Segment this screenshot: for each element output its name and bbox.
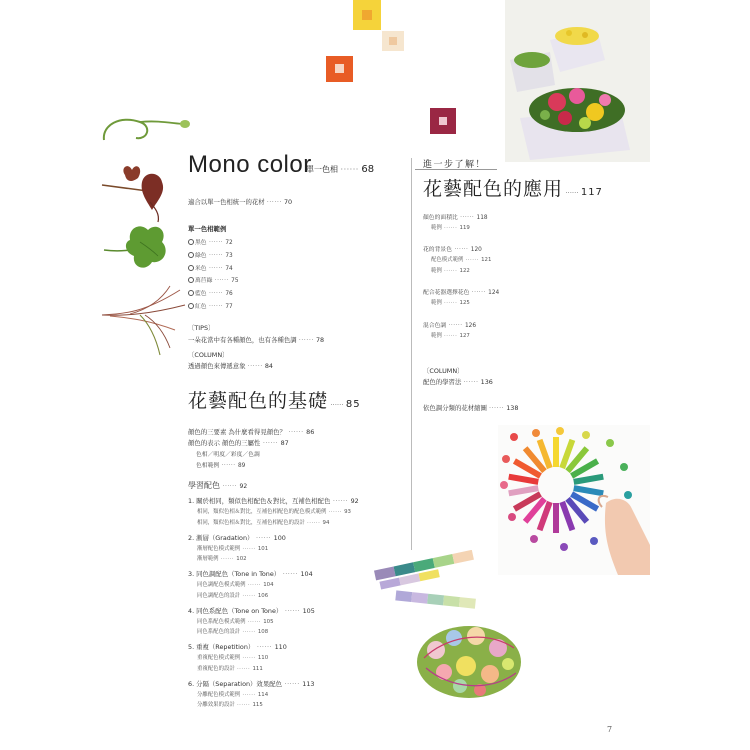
mono-example-entry[interactable] — [188, 263, 233, 272]
leader-dots: ······ — [206, 240, 226, 246]
entry-label: 色相範例 — [196, 463, 220, 469]
basics-group-title[interactable] — [188, 679, 314, 688]
learn-title[interactable]: 學習配色 ······ 92 — [188, 481, 248, 490]
entry-page: 119 — [459, 225, 470, 231]
basics-sub-entry[interactable] — [197, 700, 263, 708]
entry-label: 黑色 — [195, 240, 207, 246]
leader-dots: ······ — [282, 606, 303, 615]
entry-label: 漸層配色模式範例 — [197, 545, 241, 552]
basics-sub-entry[interactable] — [197, 507, 351, 515]
entry-label: 同色系配色的設計 — [197, 629, 241, 635]
leader-dots: ······ — [260, 439, 281, 447]
entry-label: 範例 — [431, 268, 442, 274]
entry-label: 配色模式範例 — [431, 257, 464, 263]
entry-page: 125 — [459, 300, 470, 306]
leader-dots: ······ — [240, 629, 258, 635]
entry-page: 118 — [476, 215, 488, 221]
entry-label: 重複配色模式範例 — [197, 655, 241, 661]
circle-bullet-icon — [188, 239, 194, 245]
entry-page: 93 — [344, 509, 351, 515]
entry-page: 114 — [257, 691, 269, 698]
entry-page: 72 — [225, 240, 233, 246]
page-number: 7 — [607, 725, 613, 734]
gradient-strip-icon — [374, 550, 476, 590]
entry-label: 配合花器選擇花色 — [423, 290, 470, 296]
mono-section-sub: 單一色相 ······ 68 — [306, 164, 375, 175]
entry-page: 100 — [273, 533, 286, 542]
basics-sub-entry[interactable] — [197, 580, 274, 588]
mono-section-title: Mono color — [188, 151, 312, 178]
entry-label: 範例 — [431, 333, 442, 339]
basics-sub-entry[interactable] — [197, 627, 268, 635]
entry-label: 綠色 — [195, 252, 207, 259]
entry-label: 分離效果的設計 — [197, 702, 235, 708]
leader-dots: ······ — [212, 278, 232, 285]
advanced-sub-entry[interactable] — [431, 255, 491, 263]
basics-entry[interactable] — [188, 427, 314, 436]
advanced-page-number: 117 — [580, 187, 603, 198]
basics-entry[interactable] — [196, 449, 260, 458]
leader-dots: ······ — [240, 655, 258, 661]
entry-label: 3. 同色調配色（Tone in Tone） — [188, 570, 281, 578]
pastel-strip-icon — [395, 590, 476, 608]
entry-label: 萬苣綠 — [195, 278, 213, 285]
entry-label: 2. 漸層（Gradation） — [188, 533, 254, 542]
leader-dots: ······ — [452, 247, 471, 253]
entry-page: 127 — [459, 333, 470, 339]
circle-bullet-icon — [188, 277, 194, 283]
color-wheel-photo — [498, 425, 650, 575]
leader-dots: ······ — [469, 290, 489, 296]
entry-page: 115 — [252, 702, 263, 708]
entry-page: 121 — [481, 257, 492, 263]
mono-example-entry[interactable] — [188, 237, 233, 246]
mono-page-number: 68 — [361, 164, 375, 175]
advanced-sub-entry[interactable] — [431, 331, 470, 339]
leader-dots: ······ — [330, 497, 351, 505]
mono-example-entry[interactable] — [188, 288, 233, 297]
mono-example-entry[interactable] — [188, 301, 233, 310]
entry-label: 分離配色模式範例 — [197, 691, 241, 698]
entry-page: 124 — [488, 290, 500, 296]
entry-page: 94 — [322, 519, 330, 526]
advanced-kicker: 進一步了解！ — [423, 160, 487, 170]
leader-dots: ······ — [441, 268, 460, 274]
leader-dots: ······ — [463, 257, 482, 263]
entry-label: 4. 同色系配色（Tone on Tone） — [188, 606, 283, 615]
red-leaf-icon — [102, 166, 163, 222]
leader-dots: ······ — [206, 304, 226, 310]
circle-bullet-icon — [188, 265, 194, 271]
entry-page: 104 — [263, 582, 274, 588]
advanced-group-title[interactable] — [423, 212, 488, 221]
entry-label: 米色 — [195, 265, 207, 272]
entry-label: 重複配色的設計 — [197, 665, 235, 672]
plant-illustrations — [100, 110, 195, 360]
leader-dots: ······ — [245, 582, 264, 588]
entry-page: 110 — [257, 655, 269, 661]
leader-dots: ······ — [240, 592, 258, 599]
leader-dots: ······ — [206, 252, 226, 259]
basics-page-number: 85 — [345, 399, 361, 410]
entry-page: 89 — [237, 463, 246, 469]
color-strips — [370, 550, 485, 620]
entry-page: 77 — [225, 304, 233, 310]
basics-sub-entry[interactable] — [197, 544, 268, 552]
leader-dots: ······ — [219, 463, 238, 469]
entry-label: 1. 關於相同，類似色相配色＆對比，互補色相配色 — [188, 497, 331, 505]
leader-dots: ······ — [206, 291, 226, 298]
entry-page: 102 — [236, 556, 247, 562]
basics-sub-entry[interactable] — [197, 690, 268, 698]
advanced-group-title[interactable] — [423, 244, 482, 253]
leader-dots: ······ — [441, 225, 460, 231]
entry-label: 藍色 — [195, 291, 207, 298]
grass-spray-icon — [102, 286, 185, 355]
entry-label: 花的背景色 — [423, 247, 452, 253]
basics-section-title: 花藝配色的基礎 ······ 85 — [188, 390, 361, 412]
flower-arrangement-photo — [414, 618, 524, 700]
entry-page: 92 — [350, 497, 359, 505]
leader-dots: ······ — [304, 519, 323, 526]
leader-dots: ······ — [282, 679, 303, 688]
entry-page: 120 — [470, 247, 482, 253]
leader-dots: ······ — [254, 643, 275, 651]
basics-sub-entry[interactable] — [197, 591, 268, 599]
flower-box-photo — [505, 0, 650, 162]
leader-dots: ······ — [326, 509, 345, 515]
leader-dots: ······ — [234, 702, 253, 708]
entry-label: 顏色的面積比 — [423, 215, 458, 221]
circle-bullet-icon — [188, 303, 194, 309]
leader-dots: ······ — [446, 323, 465, 329]
entry-page: 126 — [464, 323, 477, 329]
advanced-sub-entry[interactable] — [431, 223, 470, 231]
entry-page: 122 — [459, 268, 470, 274]
circle-bullet-icon — [188, 252, 194, 258]
basics-sub-entry[interactable] — [197, 518, 329, 526]
entry-page: 73 — [225, 252, 233, 259]
leader-dots: ······ — [441, 333, 460, 339]
entry-page: 110 — [274, 643, 287, 651]
leader-dots: ······ — [441, 300, 460, 306]
entry-label: 同色調配色的設計 — [197, 592, 241, 599]
basics-sub-entry[interactable] — [197, 653, 268, 661]
entry-label: 顏色的三要素 為什麼看得見顏色？ — [188, 428, 286, 436]
basics-group-title[interactable] — [188, 496, 359, 505]
entry-page: 111 — [252, 665, 263, 672]
basics-entry[interactable] — [188, 438, 289, 447]
entry-label: 6. 分隔（Separation）效果配色 — [188, 679, 282, 688]
basics-group-title[interactable] — [188, 533, 286, 542]
curled-stem-icon — [104, 120, 190, 140]
entry-label: 相同，類似色相＆對比，互補色相配色的配色模式範例 — [197, 509, 327, 515]
advanced-sub-entry[interactable] — [431, 298, 470, 306]
basics-entry[interactable] — [196, 460, 245, 469]
basics-sub-entry[interactable] — [197, 554, 247, 562]
entry-label: 紅色 — [195, 304, 207, 310]
circle-bullet-icon — [188, 290, 194, 296]
leader-dots: ······ — [280, 570, 301, 578]
advanced-group-title[interactable] — [423, 320, 476, 329]
basics-group-title[interactable] — [188, 606, 315, 615]
advanced-column-entry[interactable]: 配色的學習法 ······ 136 — [423, 378, 493, 386]
entry-label: 同色系配色模式範例 — [197, 618, 246, 625]
entry-label: 範例 — [431, 300, 442, 306]
leader-dots: ······ — [234, 665, 253, 672]
entry-page: 108 — [257, 629, 269, 635]
entry-label: 5. 重複（Repetition） — [188, 643, 255, 651]
entry-label: 色相／明度／彩度／色調 — [196, 452, 260, 458]
mono-examples-heading: 單一色相範例 — [188, 225, 227, 233]
leader-dots: ······ — [206, 265, 226, 272]
leader-dots: ······ — [285, 428, 307, 436]
leader-dots: ······ — [240, 691, 258, 698]
tips-label: 〔TIPS〕 — [188, 324, 215, 332]
entry-label: 漸層範例 — [197, 556, 219, 562]
entry-page: 87 — [280, 439, 289, 447]
advanced-sub-entry[interactable] — [431, 266, 470, 274]
color-swatch-cream-inner — [389, 37, 397, 45]
advanced-divider-vertical — [411, 158, 412, 550]
basics-sub-entry[interactable] — [197, 664, 263, 672]
leader-dots: ······ — [240, 545, 258, 552]
color-swatch-maroon-inner — [439, 117, 447, 125]
mono-column-label: 〔COLUMN〕 — [188, 351, 229, 359]
entry-page: 105 — [263, 618, 274, 625]
leader-dots: ······ — [245, 618, 264, 625]
basics-sub-entry[interactable] — [197, 617, 274, 625]
green-leaf-icon — [104, 226, 166, 267]
flower-index-entry[interactable]: 依色調分類的花材縮圖 ······ 138 — [423, 404, 519, 412]
entry-page: 106 — [257, 592, 269, 599]
entry-page: 113 — [302, 679, 315, 688]
leader-dots: ······ — [218, 556, 237, 562]
entry-page: 86 — [306, 428, 315, 436]
entry-label: 範例 — [431, 225, 442, 231]
basics-group-title[interactable] — [188, 642, 287, 651]
color-swatch-orange-inner — [335, 64, 344, 73]
advanced-group-title[interactable] — [423, 287, 499, 296]
leader-dots: ······ — [457, 215, 477, 221]
entry-label: 混合色調 — [423, 323, 447, 329]
tips-entry[interactable]: 一朵花當中有各種顏色，也有各種色調 ······ 78 — [188, 336, 325, 344]
advanced-section-title: 花藝配色的應用 ······ 117 — [423, 178, 603, 200]
leader-dots: ······ — [253, 533, 274, 542]
mono-column-entry[interactable]: 透過顏色來傳遞意象 ······ 84 — [188, 362, 273, 370]
mono-intro[interactable]: 適合以單一色相統一的花材 ······ 70 — [188, 198, 293, 206]
entry-page: 105 — [302, 606, 315, 615]
entry-label: 相同，類似色相＆對比，互補色相配色的設計 — [197, 519, 305, 526]
mono-example-entry[interactable] — [188, 250, 233, 259]
entry-label: 同色調配色模式範例 — [197, 582, 246, 588]
entry-page: 101 — [257, 545, 269, 552]
large-box-icon — [520, 88, 630, 160]
basics-group-title[interactable] — [188, 569, 313, 578]
entry-page: 74 — [225, 265, 233, 272]
color-swatch-yellow-inner — [362, 10, 372, 20]
entry-page: 75 — [231, 278, 239, 285]
mono-example-entry[interactable] — [188, 275, 239, 284]
entry-page: 76 — [225, 291, 233, 298]
entry-label: 顏色的表示 顏色的三屬性 — [188, 439, 261, 447]
entry-page: 104 — [300, 570, 313, 578]
advanced-column-label: 〔COLUMN〕 — [423, 367, 464, 375]
